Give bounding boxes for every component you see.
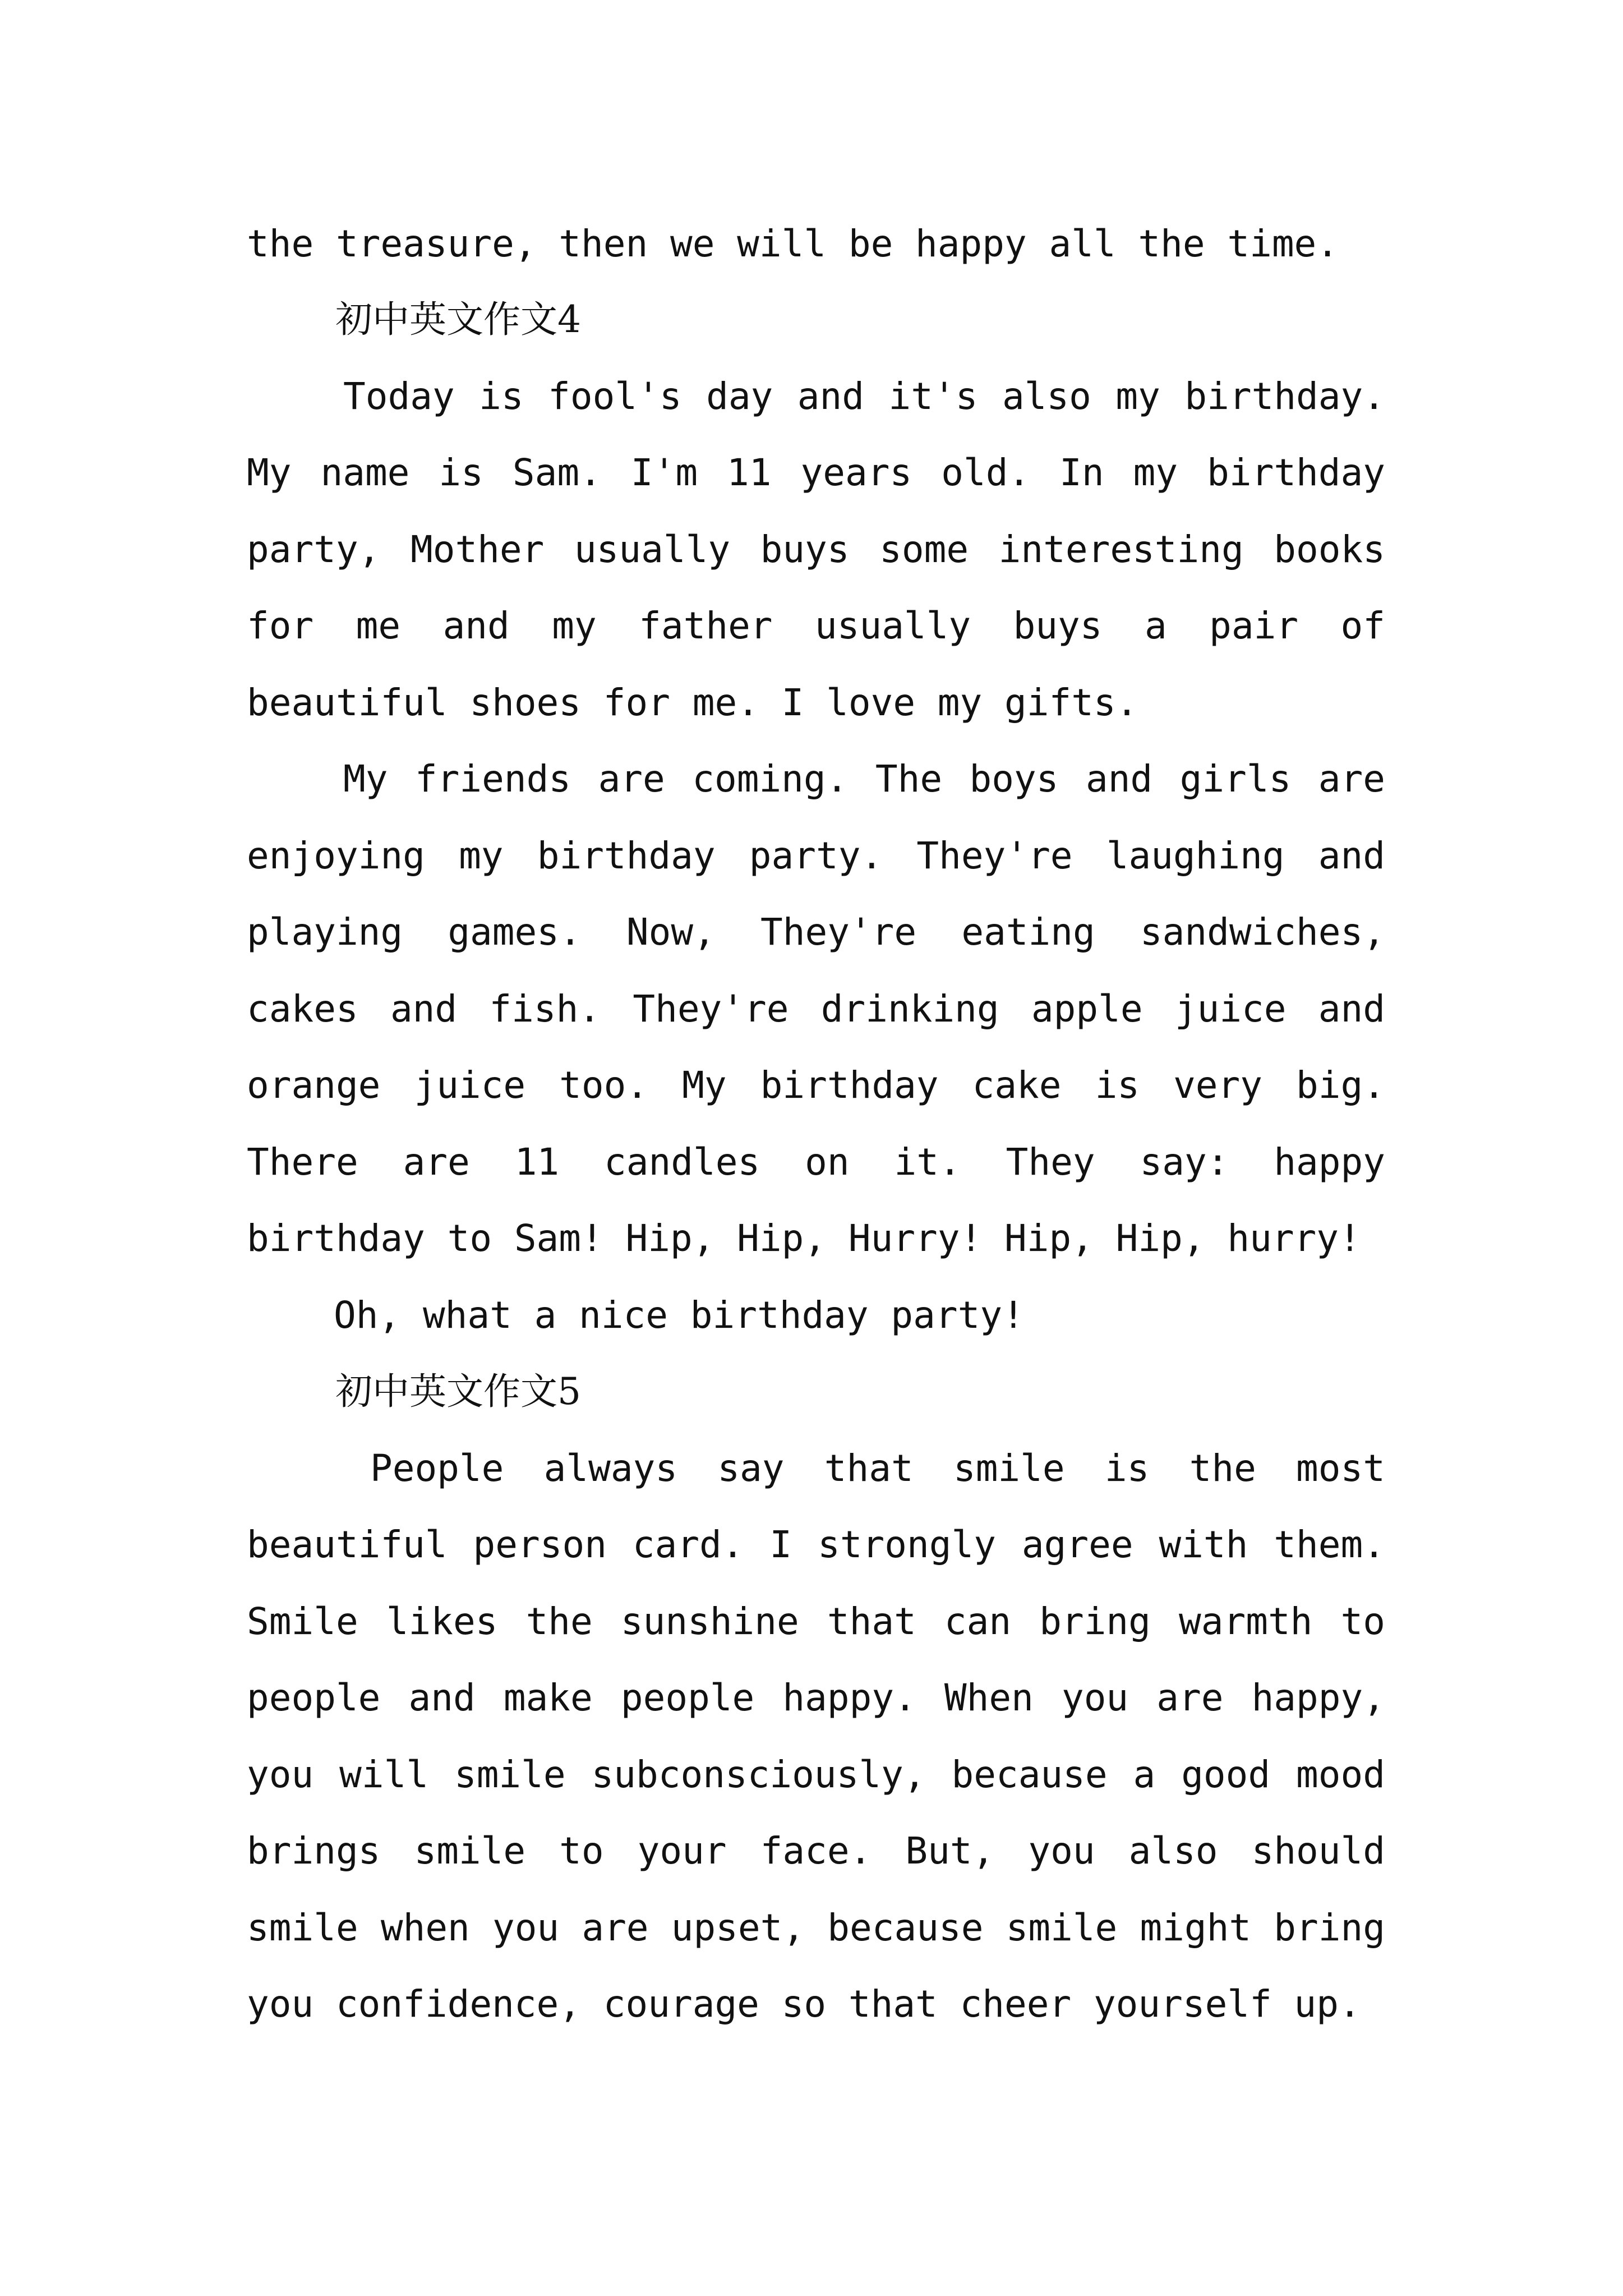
paragraph-line: you confidence, courage so that cheer yourself up. bbox=[247, 1982, 1361, 2026]
paragraph-line: My friends are coming. The boys and girls are bbox=[343, 757, 1385, 800]
paragraph-line: party, Mother usually buys some interesting books bbox=[247, 528, 1385, 571]
paragraph-line: There are 11 candles on it. They say: happy bbox=[247, 1140, 1385, 1184]
paragraph-line: smile when you are upset, because smile might bring bbox=[247, 1906, 1385, 1949]
paragraph-line: birthday to Sam! Hip, Hip, Hurry! Hip, Hip, hurry! bbox=[247, 1217, 1361, 1260]
paragraph-line: you will smile subconsciously, because a good mood bbox=[247, 1753, 1385, 1796]
paragraph-line: Today is fool's day and it's also my birthday. bbox=[343, 375, 1385, 418]
paragraph-line: beautiful shoes for me. I love my gifts. bbox=[247, 681, 1138, 724]
paragraph-line: Smile likes the sunshine that can bring warmth to bbox=[247, 1600, 1385, 1643]
paragraph-continuation-line: the treasure, then we will be happy all the time. bbox=[247, 222, 1339, 265]
paragraph-line: brings smile to your face. But, you also should bbox=[247, 1829, 1385, 1872]
paragraph-line: enjoying my birthday party. They're laughing and bbox=[247, 834, 1385, 877]
paragraph-line: playing games. Now, They're eating sandwiches, bbox=[247, 910, 1385, 954]
section-heading-5: 初中英文作文5 bbox=[335, 1370, 581, 1413]
section-heading-4: 初中英文作文4 bbox=[335, 298, 581, 341]
paragraph-line: orange juice too. My birthday cake is very big. bbox=[247, 1064, 1385, 1107]
paragraph-line: people and make people happy. When you are happy, bbox=[247, 1676, 1385, 1719]
paragraph-line: for me and my father usually buys a pair of bbox=[247, 604, 1385, 647]
paragraph-line: My name is Sam. I'm 11 years old. In my birthday bbox=[247, 451, 1385, 494]
paragraph-line: Oh, what a nice birthday party! bbox=[334, 1294, 1025, 1337]
paragraph-line: beautiful person card. I strongly agree with them. bbox=[247, 1523, 1385, 1566]
paragraph-line: People always say that smile is the most bbox=[370, 1447, 1385, 1490]
paragraph-line: cakes and fish. They're drinking apple juice and bbox=[247, 987, 1385, 1030]
